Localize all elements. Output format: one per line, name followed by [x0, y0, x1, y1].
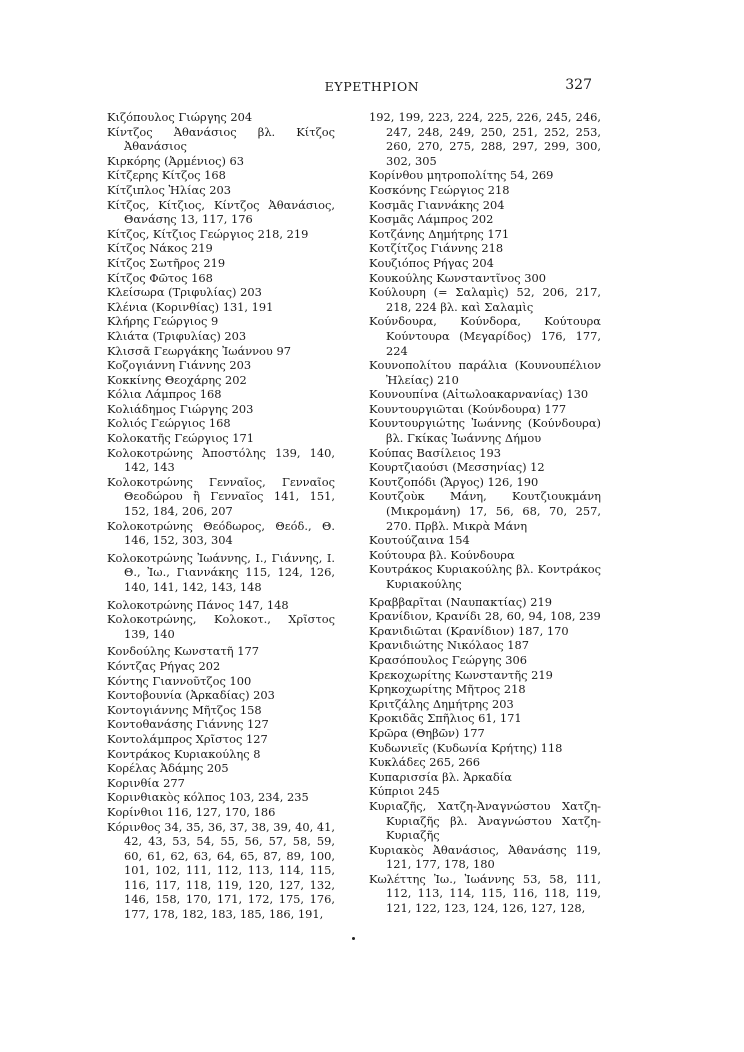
index-entry: Κοντράκος Κυριακούλης 8 [107, 746, 261, 761]
index-entry: Κοτζίτζος Γιάννης 218 [369, 241, 504, 256]
index-entry: Κίτζερης Κίτζος 168 [107, 168, 226, 183]
index-entry: Κολιάδημος Γιώργης 203 [107, 401, 254, 416]
index-entry: Κυριακὸς Ἀθανάσιος, Ἀθανάσης 119, 121, 177, 178, 180 [369, 842, 601, 872]
index-entry: Κυδωνιεῖς (Κυδωνία Κρήτης) 118 [369, 740, 563, 755]
index-entry: Κρασόπουλος Γεώργης 306 [369, 652, 528, 667]
index-entry: Κιζόπουλος Γιώργης 204 [107, 110, 253, 124]
index-entry: Κίτζος, Κίτζιος, Κίντζος Ἀθανάσιος, Θανάσης 13, 117, 176 [107, 197, 335, 227]
index-entry: Κόρινθος 34, 35, 36, 37, 38, 39, 40, 41, 42, 43, 53, 54, 55, 56, 57, 58, 59, 60, 61, 62, 63, 64, 65, 87, 89, 100, 101, 102, 111, 112, 113, 114, 115, 116, 117, 118, 119, 120, 127, 132, 146, 158, 170, 171, 172, 175, 176, 177, 178, 182, 183, 185, 186, 191, [107, 819, 335, 922]
index-entry: Κορινθία 277 [107, 775, 185, 790]
index-entry: Κιρκόρης (Ἀρμένιος) 63 [107, 153, 245, 168]
index-entry: Κραββαρῖται (Ναυπακτίας) 219 [369, 594, 552, 609]
index-entry: Κοζογιάννη Γιάννης 203 [107, 358, 252, 373]
index-entry: Κουνουπίνα (Αἰτωλοακαρνανίας) 130 [369, 387, 589, 402]
index-entry: Κουτράκος Κυριακούλης βλ. Κοντράκος Κυριακούλης [369, 562, 601, 591]
index-entry: Κροκιδᾶς Σπῆλιος 61, 171 [369, 711, 522, 726]
index-entry: Κουζιόπος Ρήγας 204 [369, 255, 494, 270]
index-entry: Κολοκοτρώνης Ἀποστόλης 139, 140, 142, 143 [107, 445, 335, 475]
index-entry: Κίτζος Νάκος 219 [107, 241, 213, 256]
index-entry: Κοσμᾶς Λάμπρος 202 [369, 212, 494, 227]
index-entry: Κίτζος Σωτῆρος 219 [107, 255, 226, 270]
index-entry: Κουρτζιαούσι (Μεσσηνίας) 12 [369, 460, 545, 475]
index-entry: Κοντοθανάσης Γιάννης 127 [107, 717, 269, 732]
index-entry: Κονδούλης Κωνστατῆ 177 [107, 644, 259, 659]
index-entry: Κορινθιακὸς κόλπος 103, 234, 235 [107, 790, 309, 805]
index-entry: Κυριαζῆς, Χατζη-Ἀναγνώστου Χατζη-Κυριαζῆς βλ. Ἀναγνώστου Χατζη-Κυριαζῆς [369, 798, 601, 843]
running-header-title: ΕΥΡΕΤΗΡΙΟΝ [324, 79, 420, 94]
index-entry: Κρανιδιώτης Νικόλαος 187 [369, 638, 529, 653]
index-entry: Κλείσωρα (Τριφυλίας) 203 [107, 285, 262, 300]
index-entry: Κοντολάμπρος Χρῖστος 127 [107, 731, 268, 746]
index-entry: Κίτζος, Κίτζιος Γεώργιος 218, 219 [107, 226, 309, 241]
index-column-right [369, 110, 601, 916]
index-entry: Κίτζιπλος Ἠλίας 203 [107, 182, 231, 197]
index-entry: Κολιός Γεώργιος 168 [107, 416, 231, 431]
index-entry: Κοντοβουνία (Ἀρκαδίας) 203 [107, 688, 275, 703]
index-entry: Κόλια Λάμπρος 168 [107, 387, 222, 402]
index-entry: Κλένια (Κορινθίας) 131, 191 [107, 299, 274, 314]
index-entry: Κολοκατῆς Γεώργιος 171 [107, 431, 255, 446]
index-entry: Κούνδουρα, Κούνδορα, Κούτουρα Κούντουρα (Μεγαρίδος) 176, 177, 224 [369, 314, 601, 358]
index-entry: Κυπαρισσία βλ. Ἀρκαδία [369, 769, 512, 784]
index-entry: Κόντης Γιαννοῦτζος 100 [107, 673, 252, 688]
index-entry: Κουντουργιῶται (Κούνδουρα) 177 [369, 401, 567, 416]
index-entry: Κύπριοι 245 [369, 784, 440, 799]
index-entry: 192, 199, 223, 224, 225, 226, 245, 246, 247, 248, 249, 250, 251, 252, 253, 260, 270, 275, 288, 297, 299, 300, 302, 305 [369, 110, 601, 168]
index-entry: Κούλουρη (= Σαλαμὶς) 52, 206, 217, 218, 224 βλ. καὶ Σαλαμὶς [369, 285, 601, 314]
index-entry: Κολοκοτρώνης Ἰωάννης, Ι., Γιάννης, Ι. Θ., Ἰω., Γιαννάκης 115, 124, 126, 140, 141, 142, 143, 148 [107, 550, 335, 594]
index-entry: Κορίνθου μητροπολίτης 54, 269 [369, 168, 554, 183]
page-number: 327 [565, 77, 592, 93]
index-entry: Κρηκοχωρίτης Μῆτρος 218 [369, 682, 526, 697]
index-entry: Κίντζος Ἀθανάσιος βλ. Κίτζος Ἀθανάσιος [107, 124, 335, 154]
index-entry: Κούπας Βασίλειος 193 [369, 445, 501, 460]
index-entry: Κουνοπολίτου παράλια (Κουνουπέλιον Ἠλείας) 210 [369, 358, 601, 387]
index-entry: Κίτζος Φῶτος 168 [107, 270, 213, 285]
index-entry: Κρανιδιῶται (Κρανίδιον) 187, 170 [369, 623, 569, 638]
index-entry: Κούτουρα βλ. Κούνδουρα [369, 547, 515, 562]
index-entry: Κοσκόνης Γεώργιος 218 [369, 182, 510, 197]
index-entry: Κοκκίνης Θεοχάρης 202 [107, 372, 247, 387]
index-entry: Κουτζοὺκ Μάνη, Κουτζιουκμάνη (Μικρομάνη) 17, 56, 68, 70, 257, 270. Πρβλ. Μικρὰ Μάνη [369, 489, 601, 533]
index-entry: Κουκούλης Κωνσταντῖνος 300 [369, 270, 546, 285]
index-entry: Κόντζας Ρήγας 202 [107, 658, 221, 673]
index-entry: Κλιάτα (Τριφυλίας) 203 [107, 328, 247, 343]
index-entry: Κολοκοτρώνης Γενναῖος, Γενναῖος Θεοδώρου ἢ Γενναῖος 141, 151, 152, 184, 206, 207 [107, 474, 335, 519]
index-entry: Κολοκοτρώνης Πάνος 147, 148 [107, 597, 289, 612]
index-entry: Κρῶρα (Θηβῶν) 177 [369, 725, 485, 740]
index-entry: Κυκλάδες 265, 266 [369, 755, 480, 770]
index-entry: Κοτζάνης Δημήτρης 171 [369, 226, 510, 241]
index-entry: Κουντουργιώτης Ἰωάννης (Κούνδουρα) βλ. Γκίκας Ἰωάννης Δήμου [369, 416, 601, 446]
index-entry: Κοντογιάννης Μῆτζος 158 [107, 702, 262, 717]
index-entry: Κολοκοτρώνης Θεόδωρος, Θεόδ., Θ. 146, 152, 303, 304 [107, 518, 335, 548]
index-entry: Κουτζοπόδι (Ἄργος) 126, 190 [369, 474, 539, 489]
index-entry: Κουτούζαινα 154 [369, 533, 470, 548]
index-entry: Κρεκοχωρίτης Κωνσταντῆς 219 [369, 667, 553, 682]
index-entry: Κοσμᾶς Γιαννάκης 204 [369, 197, 505, 212]
index-entry: Κορέλας Ἀδάμης 205 [107, 761, 229, 776]
index-column-left [107, 110, 335, 922]
index-entry: Κριτζάλης Δημήτρης 203 [369, 696, 514, 711]
index-entry: Κορίνθιοι 116, 127, 170, 186 [107, 804, 276, 819]
index-entry: Κλήρης Γεώργιος 9 [107, 314, 219, 329]
index-entry: Κλισσᾶ Γεωργάκης Ἰωάννου 97 [107, 343, 291, 358]
index-entry: Κρανίδιον, Κρανίδι 28, 60, 94, 108, 239 [369, 609, 601, 624]
index-entry: Κωλέττης Ἰω., Ἰωάννης 53, 58, 111, 112, 113, 114, 115, 116, 118, 119, 121, 122, 123, 124, 126, 127, 128, [369, 871, 601, 916]
page-dot-mark [352, 937, 355, 940]
index-entry: Κολοκοτρώνης, Κολοκοτ., Χρῖστος 139, 140 [107, 612, 335, 641]
